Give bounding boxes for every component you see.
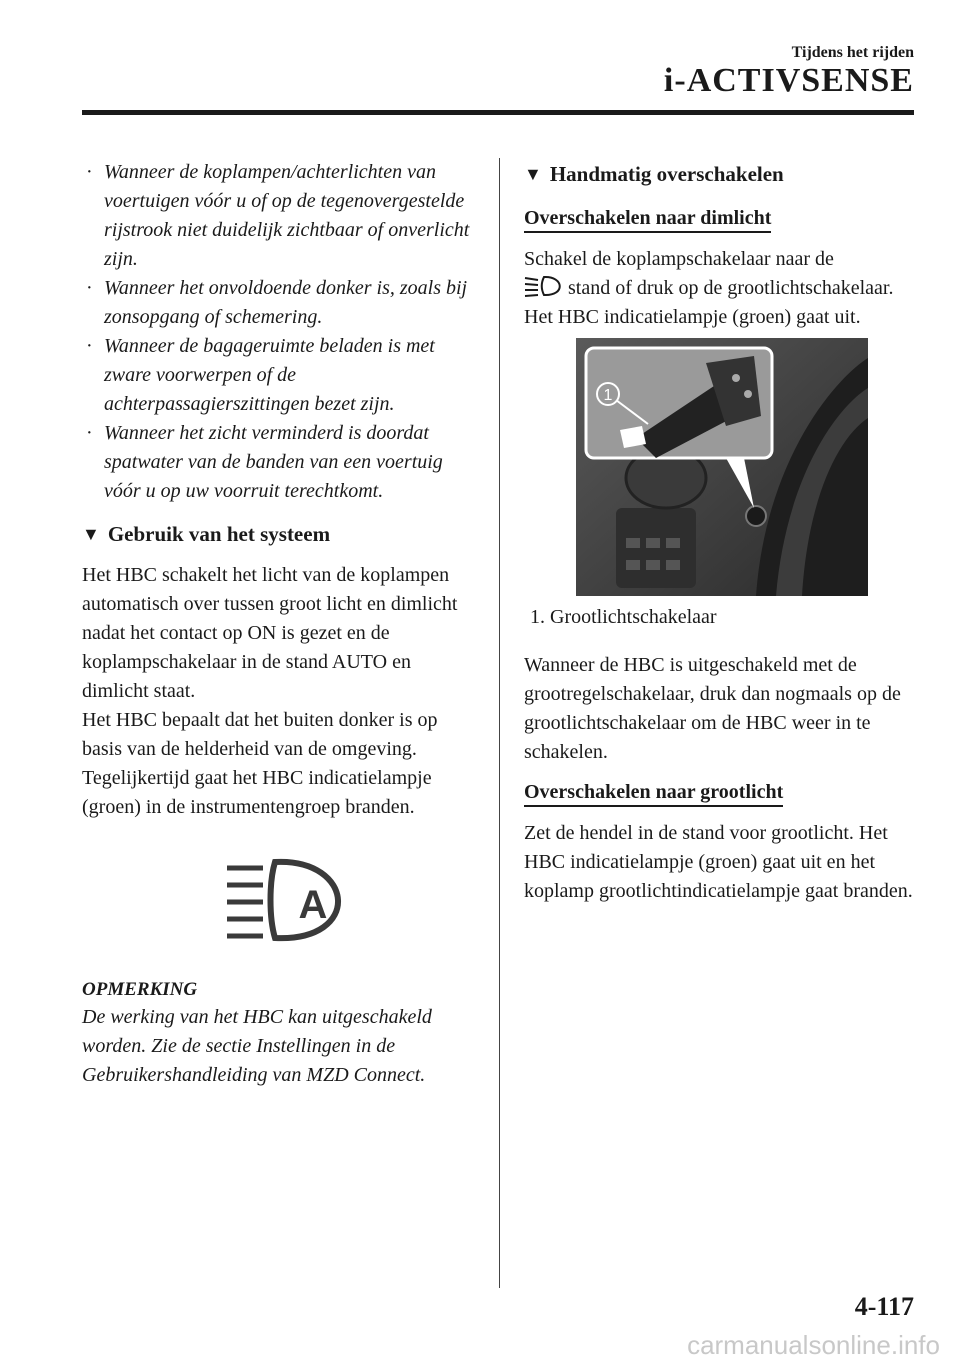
subheading-dimlicht: Overschakelen naar dimlicht	[524, 207, 771, 233]
section-heading-usage	[82, 522, 482, 547]
hbc-icon-container	[82, 858, 482, 947]
note-text: De werking van het HBC kan uitgeschakeld worden. Zie de sectie Instellingen in de Gebruikershandleiding van MZD Connect.	[82, 1006, 432, 1086]
list-item: · Wanneer het zicht verminderd is doordat spatwater van de banden van een voertuig vóór u op uw voorruit terechtkomt.	[86, 422, 443, 502]
headlight-lever-illustration	[576, 338, 868, 596]
bullet-text: Wanneer het zicht verminderd is doordat spatwater van de banden van een voertuig vóór u op uw voorruit terechtkomt.	[104, 422, 443, 502]
section-heading-text: Handmatig overschakelen	[549, 162, 784, 186]
column-divider	[499, 158, 500, 1288]
right-column	[524, 158, 916, 906]
bullet-text: Wanneer de koplampen/achterlichten van voertuigen vóór u of op de tegenovergestelde rijstrook niet duidelijk zichtbaar of onverlicht zijn.	[104, 161, 470, 270]
bullet-text: Wanneer de bagageruimte beladen is met zware voorwerpen of de achterpassagierszittingen bezet zijn.	[104, 335, 435, 415]
header-rule	[82, 110, 914, 115]
paragraph: Zet de hendel in de stand voor grootlicht. Het HBC indicatielampje (groen) gaat uit en het koplamp grootlichtindicatielampje gaat branden.	[524, 822, 913, 902]
list-item: · Wanneer de koplampen/achterlichten van voertuigen vóór u of op de tegenovergestelde rijstrook niet duidelijk zichtbaar of onverlicht zijn.	[86, 161, 470, 270]
triangle-down-icon: ▼	[524, 164, 542, 184]
hbc-auto-headlight-icon	[225, 858, 357, 942]
section-heading-text: Gebruik van het systeem	[107, 522, 331, 546]
callout-number: 1	[603, 387, 613, 404]
svg-text:A: A	[298, 883, 328, 927]
left-column	[82, 158, 482, 1090]
list-item: · Wanneer de bagageruimte beladen is met zware voorwerpen of de achterpassagierszittingen bezet zijn.	[86, 335, 435, 415]
bullet-text: Wanneer het onvoldoende donker is, zoals bij zonsopgang of schemering.	[104, 277, 468, 328]
paragraph: Wanneer de HBC is uitgeschakeld met de grootregelschakelaar, druk dan nogmaals op de grootlichtschakelaar om de HBC weer in te schakelen.	[524, 654, 901, 763]
paragraph-text: Schakel de koplampschakelaar naar de	[524, 248, 834, 270]
figure-caption: 1. Grootlichtschakelaar	[530, 606, 717, 628]
low-beam-icon	[524, 275, 564, 297]
triangle-down-icon: ▼	[82, 524, 100, 544]
note-title: OPMERKING	[82, 979, 198, 1000]
paragraph	[524, 245, 916, 332]
bullet-list	[82, 158, 482, 506]
header-title: i-ACTIVSENSE	[663, 62, 914, 99]
header-subtitle: Tijdens het rijden	[791, 44, 914, 61]
section-heading-manual	[524, 162, 916, 187]
paragraph-text: Het HBC indicatielampje (groen) gaat uit.	[524, 306, 861, 328]
paragraph: Het HBC bepaalt dat het buiten donker is op basis van de helderheid van de omgeving. Tegelijkertijd gaat het HBC indicatielampje (groen) in de instrumentengroep branden.	[82, 709, 438, 818]
paragraph-text: stand of druk op de grootlichtschakelaar.	[568, 277, 894, 299]
paragraph: Het HBC schakelt het licht van de koplampen automatisch over tussen groot licht en dimlicht nadat het contact op ON is gezet en de koplampschakelaar in de stand AUTO en dimlicht staat.	[82, 564, 458, 702]
subheading-grootlicht: Overschakelen naar grootlicht	[524, 781, 783, 807]
list-item: · Wanneer het onvoldoende donker is, zoals bij zonsopgang of schemering.	[86, 277, 468, 328]
page-number: 4-117	[854, 1292, 914, 1321]
lever-photo	[576, 338, 868, 596]
watermark: carmanualsonline.info	[687, 1330, 940, 1360]
